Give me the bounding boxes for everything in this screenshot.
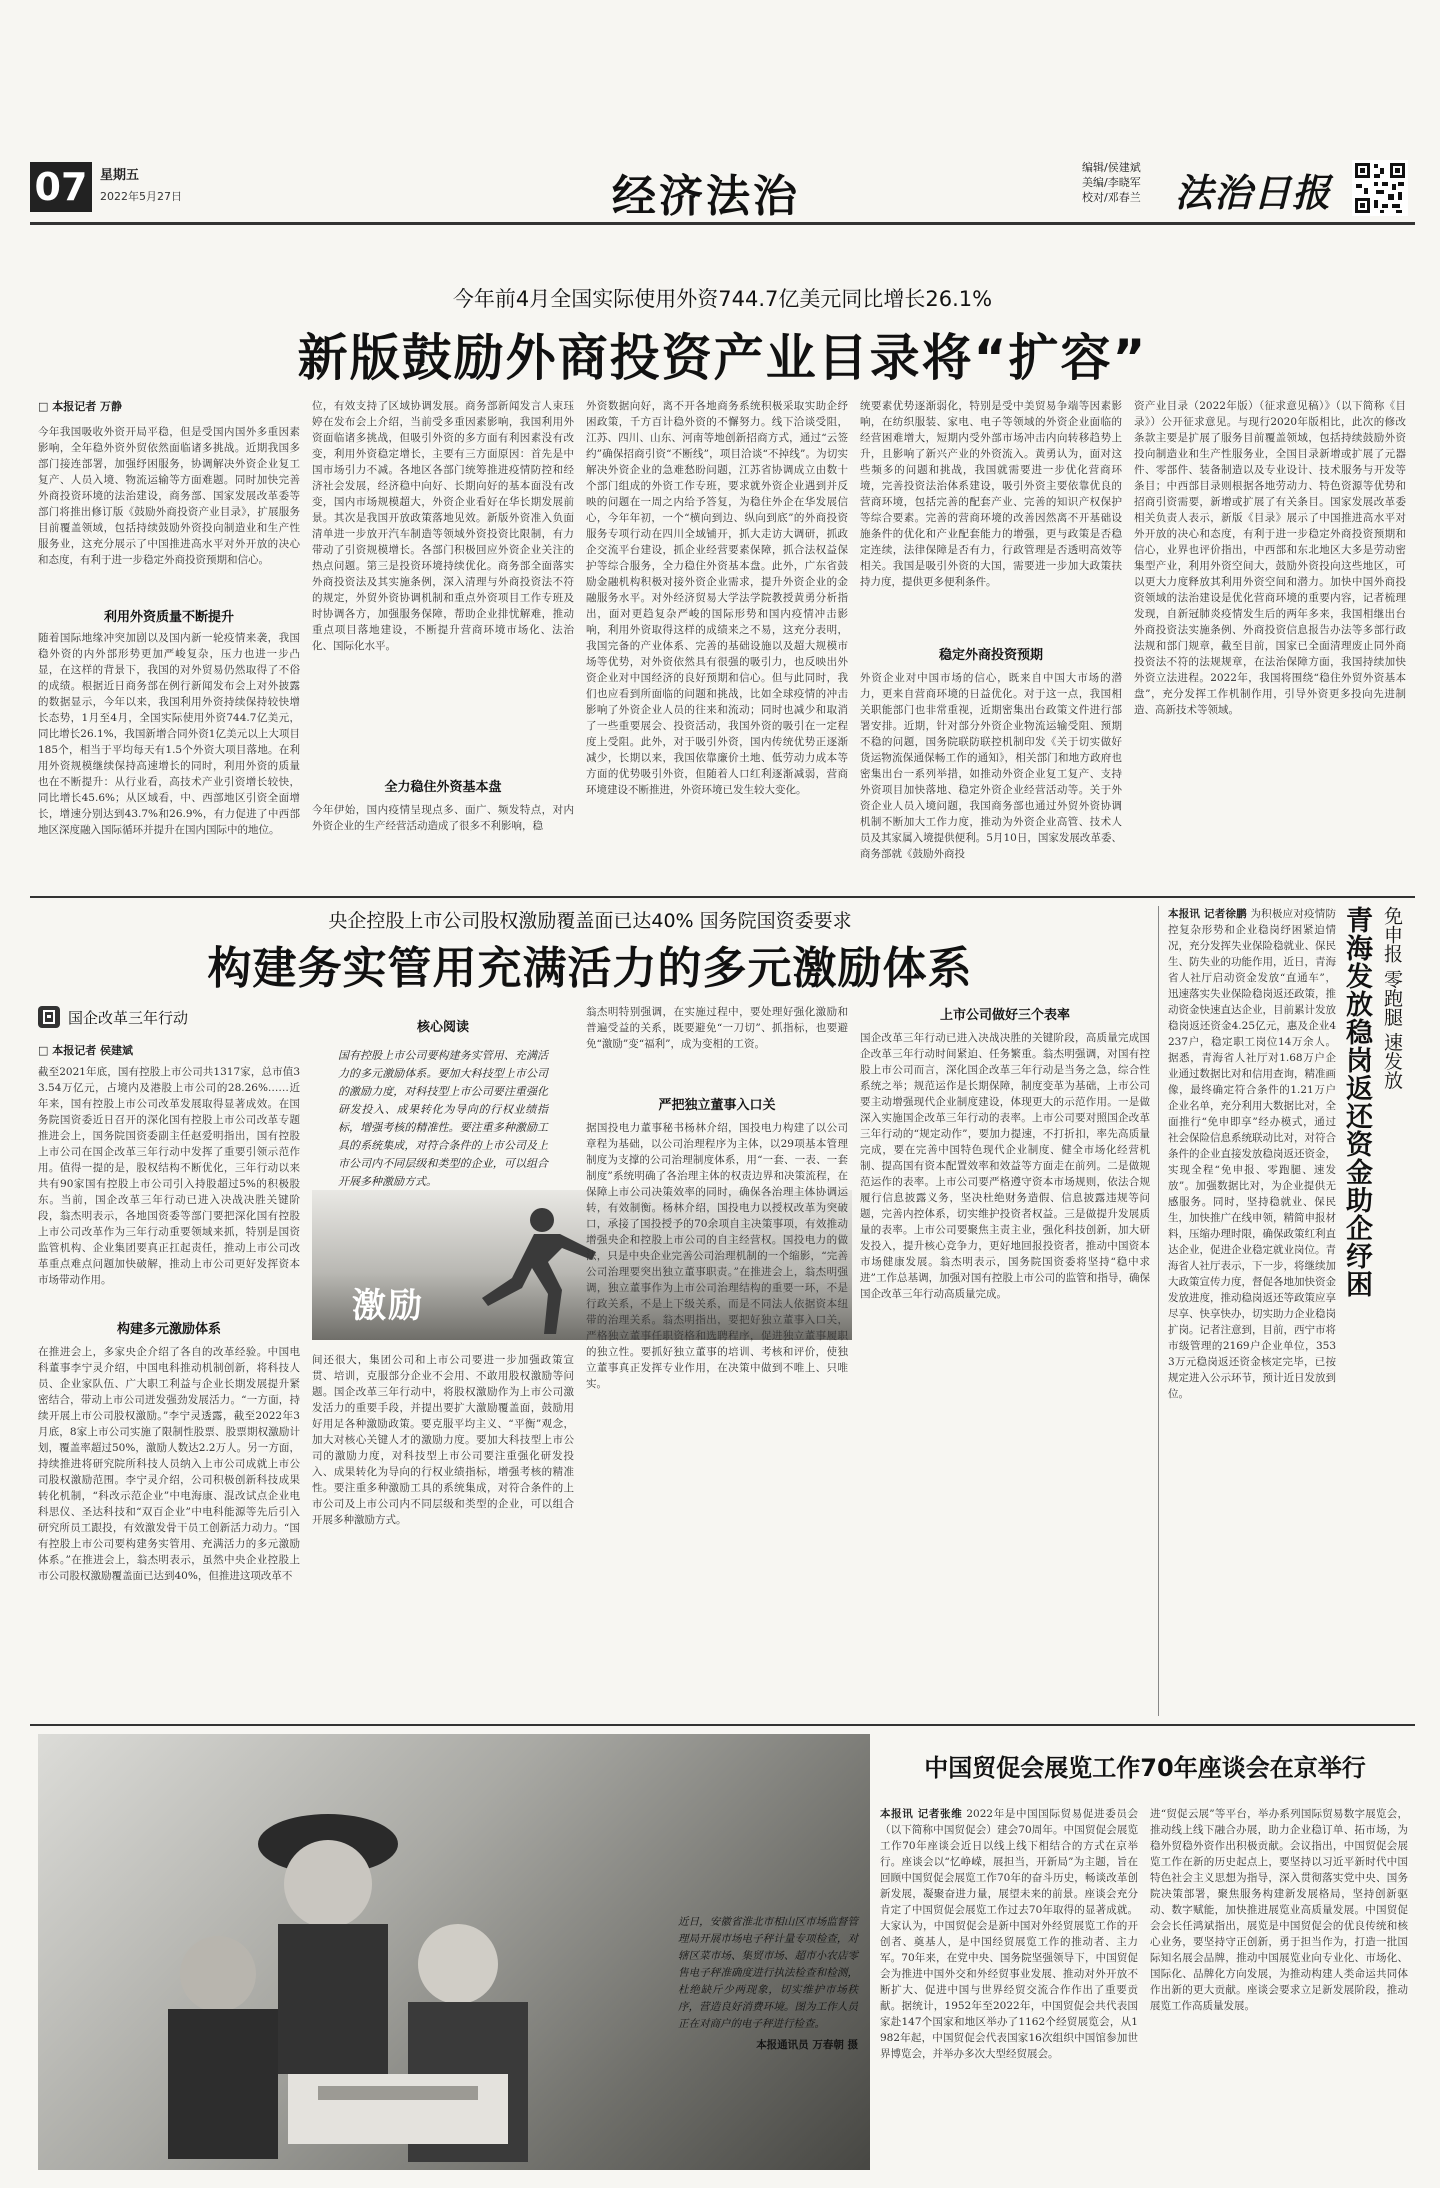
editor-line: 美编/李晓军 — [1082, 176, 1141, 189]
article-2-subhead-1: 构建多元激励体系 — [116, 1322, 221, 1337]
article-1-col-1b: 随着国际地缘冲突加剧以及国内新一轮疫情来袭，我国稳外资的内外部形势更加严峻复杂，压力也进一步凸显，在这样的背景下，我国的对外贸易仍然取得了不俗的成绩。根据近日商务部在例行新闻发布会上对外披露的数据显示，今年以来，我国利用外资持续保持较快增长态势，1月至4月，全国实际使用外资744.7亿美元，同比增长26.1%，我国新增合同外资1亿美元以上大项目185个，相当于平均每天有1.5个外资大项目落地。在利用外资规模继续保持高速增长的同时，利用外资的质量也在不断提升：从行业看，高技术产业引资增长较快，同比增长45.6%；从区域看，中、西部地区引资全面增长，增速分别达到43.7%和26.9%，有力促进了中西部地区深度融入国际循环并提升在国内国际中的地位。 — [38, 632, 300, 836]
article-1-subhead-2: 全力稳住外资基本盘 — [384, 780, 502, 795]
article-2-col-2b: 间还很大，集团公司和上市公司要进一步加强政策宣贯、培训，克服部分企业不会用、不敢用股权激励等问题。国企改革三年行动中，将股权激励作为上市公司激发活力的重要手段，并提出要扩大激励覆盖面，鼓励用好用足各种激励政策。要克服平均主义、“平衡”观念，加大对核心关键人才的激励力度。要加大科技型上市公司的激励力度，对科技型上市公司要注重强化研发投入、成果转化为导向的行权业绩指标，增强考核的精准性。要注重多种激励工具的系统集成，对符合条件的上市公司及上市公司内不同层级和类型的企业，可以组合开展多种激励方式。 — [312, 1354, 574, 1526]
article-1-kicker: 今年前4月全国实际使用外资744.7亿美元同比增长26.1% — [452, 287, 993, 311]
illustration-word: 激励 — [352, 1286, 424, 1326]
article-2-byline: □ 本报记者 侯建斌 — [38, 1044, 134, 1057]
article-1-col-1: 今年我国吸收外资开局平稳，但是受国内国外多重因素影响，全年稳外资外贸依然面临诸多挑战。近期我国多部门接连部署，加强纾困服务，协调解决外资企业复工复产、人员入境、物流运输等方面难题。同时加快完善外商投资环境的法治建设，商务部、国家发展改革委等部门将推出修订版《鼓励外商投资产业目录》，扩展服务目前覆盖领域，包括持续鼓励外资投向制造业和生产性服务业，这充分展示了中国推进高水平对外开放的决心和态度，有利于进一步稳定外商投资预期和信心。 — [38, 426, 300, 566]
photo-caption — [678, 1914, 858, 2054]
article-2-subhead-2: 严把独立董事入口关 — [658, 1098, 776, 1113]
column-tag-label: 国企改革三年行动 — [68, 1009, 189, 1027]
article-3-text: 为积极应对疫情防控复杂形势和企业稳岗纾困紧迫情况，充分发挥失业保险稳就业、保民生、防失业的功能作用，近日，青海省人社厅启动资金发放“直通车”，迅速落实失业保险稳岗返还政策，推动资金快速直达企业，目前累计发放稳岗返还资金4.25亿元，惠及企业4237户，稳定职工岗位14万余人。据悉，青海省人社厅对1.68万户企业通过数据比对和信用查询，精准画像，最终确定符合条件的1.21万户企业名单，充分利用大数据比对，全面推行“免申即享”经办模式，通过社会保险信息系统联动比对，对符合条件的企业直接发放稳岗返还资金，实现全程“免申报、零跑腿、速发放”。加强数据比对，为企业提供无感服务。同时，坚持稳就业、保民生，加快推广在线申领，精简申报材料，压缩办理时限，确保政策红利直达企业，促进企业稳定就业岗位。青海省人社厅表示，下一步，将继续加大政策宣传力度，督促各地加快资金发放进度，推动稳岗返还等政策应享尽享、快享快办，切实助力企业稳岗扩岗。记者注意到，目前，西宁市将市级管理的2169户企业单位，3533万元稳岗返还资金核定完毕，已按规定进入公示环节，预计近日发放到位。 — [1168, 908, 1336, 1400]
article-1-headline: 新版鼓励外商投资产业目录将“扩容” — [297, 329, 1148, 387]
bottom-divider — [30, 1724, 1415, 1726]
paper-logo: 法治日报 — [1175, 170, 1332, 215]
article-3-kicker: 免申报 零跑腿 速发放 — [1381, 906, 1403, 1090]
qr-code-icon — [1352, 160, 1408, 216]
article-1-col-4: 统要素优势逐渐弱化，特别是受中美贸易争端等因素影响，在纺织服装、家电、电子等领域的外资企业面临的经营困难增大，短期内受外部市场冲击内向转移趋势上升，且影响了新兴产业的外资流入。黄勇认为，面对这些频多的问题和挑战，我国就需要进一步优化营商环境，完善投资法治体系建设，吸引外资主要依靠优良的营商环境，包括完善的配套产业、完善的知识产权保护等综合要素。完善的营商环境的改善因然离不开基础设施条件的优化和产业配套能力的增强，更与政策是否稳定连续，法律保障是否有力，行政管理是否透明高效等相关。我国是吸引外资的大国，需要进一步加大政策扶持力度，提供更多便利条件。 — [860, 400, 1122, 588]
column-tag-icon — [38, 1006, 60, 1028]
article-1-byline: □ 本报记者 万静 — [38, 400, 123, 413]
article-3-byline: 本报讯 记者徐鹏 — [1168, 908, 1247, 920]
inspectors-photo — [38, 1734, 638, 2170]
article-4-col-1 — [880, 1806, 1138, 2180]
article-1-col-2b: 今年伊始，国内疫情呈现点多、面广、频发特点，对内外资企业的生产经营活动造成了很多不利影响，稳 — [312, 804, 574, 832]
column-tag — [38, 1004, 258, 1030]
core-reading-text: 国有控股上市公司要构建务实管用、充满活力的多元激励体系。要加大科技型上市公司的激励力度，对科技型上市公司要注重强化研发投入、成果转化为导向的行权业绩指标，增强考核的精准性。要注重多种激励工具的系统集成，对符合条件的上市公司及上市公司内不同层级和类型的企业，可以组合开展多种激励方式。 — [338, 1049, 548, 1188]
article-1-subhead-3: 稳定外商投资预期 — [938, 648, 1043, 663]
section-divider — [30, 896, 1415, 898]
article-1-col-5: 资产业目录（2022年版）（征求意见稿）》（以下简称《目录》）公开征求意见。与现行2020年版相比，此次的修改条款主要是扩展了服务目前覆盖领域，包括持续鼓励外资投向制造业和生产性服务业，全国目录新增或扩展了元器件、零部件、装备制造以及专业设计、技术服务与开发等条目；中西部目录则根据各地劳动力、特色资源等优势和招商引资需要，新增或扩展了有关条目。国家发展改革委相关负责人表示，新版《目录》展示了中国推进高水平对外开放的决心和态度，有利于进一步稳定外商投资预期和信心，业界也评价指出，中西部和东北地区大多是劳动密集型产业，利用外资空间大，鼓励外资投向这些地区，可以更大力度释放其利用外资空间和潜力。加快中国外商投资领域的法治建设是优化营商环境的重要内容，记者梳理发现，自新冠肺炎疫情发生后的两年多来，我国相继出台外商投资法实施条例、外商投资信息报告办法等多部行政法规和部门规章，截至目前，国家已全面清理废止同外商投资法不符的法规规章，在法治保障方面，我国持续加快外资立法进程。2022年，我国将围绕“稳住外贸外资基本盘”，充分发挥工作机制作用，引导外资更多投向先进制造、高新技术等领域。 — [1134, 400, 1406, 716]
weekday: 星期五 — [100, 168, 140, 183]
article-2-col-3: 翁杰明特别强调，在实施过程中，要处理好强化激励和普遍受益的关系，既要避免“一刀切”、抓指标，也要避免“激励”变“福利”，成为变相的工资。 — [586, 1006, 848, 1050]
article-2-subhead-3: 上市公司做好三个表率 — [939, 1008, 1070, 1023]
article-1-subhead-1: 利用外资质量不断提升 — [103, 610, 234, 625]
article-3-body — [1168, 906, 1336, 1706]
article-4-headline: 中国贸促会展览工作70年座谈会在京举行 — [924, 1754, 1366, 1782]
article-4-col-2: 进“贸促云展”等平台，举办系列国际贸易数字展览会，推动线上线下融合办展，助力企业稳订单、拓市场，为稳外贸稳外资作出积极贡献。会议指出，中国贸促会展览工作在新的历史起点上，要坚持以习近平新时代中国特色社会主义思想为指导，深入贯彻落实党中央、国务院决策部署，聚焦服务构建新发展格局，坚持创新驱动、数字赋能，加快推进展览业高质量发展。中国贸促会会长任鸿斌指出，展览是中国贸促会的优良传统和核心业务，要坚持守正创新，勇于担当作为，打造一批国际知名展会品牌，推动中国展览业向专业化、市场化、国际化、品牌化方向发展，为推动构建人类命运共同体作出新的更大贡献。座谈会要求立足新发展阶段，推动展览工作高质量发展。 — [1150, 1808, 1408, 2012]
article-2-kicker: 央企控股上市公司股权激励覆盖面已达40% 国务院国资委要求 — [328, 910, 852, 932]
article-1-col-3: 外资数据向好，离不开各地商务系统积极采取实助企纾困政策，千方百计稳外资的不懈努力。线下洽谈受阻，江苏、四川、山东、河南等地创新招商方式，通过“云签约”确保招商引资“不断线”，项目洽谈“不掉线”。为切实解决外资企业的急难愁盼问题，江苏省协调成立由数十个部门组成的外资工作专班，要求就外资企业遇到并反映的问题在一周之内给予答复，为稳住外企在华发展信心，今年年初，一个“横向到边、纵向到底”的外商投资服务专项行动在四川全域铺开，抓大走访大调研，抓政企交流平台建设，抓企业经营要素保障，抓合法权益保护等综合服务，全力稳住外资基本盘。此外，广东省鼓励金融机构积极对接外资企业需求，提升外资企业的金融服务水平。对外经济贸易大学法学院教授黄勇分析指出，面对更趋复杂严峻的国际形势和国内疫情冲击影响，利用外资取得这样的成绩来之不易，这充分表明，我国完备的产业体系、完善的基础设施以及超大规模市场等优势，对外资依然具有很强的吸引力，也反映出外资企业对中国经济的良好预期和信心。但与此同时，我们也应看到所面临的问题和挑战，比如全球疫情的冲击影响了外资企业人员的往来和流动；同时也减少和取消了一些重要展会、投资活动，我国外资的吸引在一定程度上受阻。此外，对于吸引外资，国内传统优势正逐渐减少，长期以来，我国依靠廉价土地、低劳动力成本等方面的优势吸引外资，但随着人口红利逐渐减弱，营商环境建设不断推进，外资环境已发生较大变化。 — [586, 400, 848, 796]
article-2-right-rule — [1158, 906, 1159, 1716]
article-1-col-4b: 外资企业对中国市场的信心，既来自中国大市场的潜力，更来自营商环境的日益优化。对于这一点，我国相关职能部门也非常重视，近期密集出台政策文件进行部署安排。近期，针对部分外资企业物流运输受阻、预期不稳的问题，国务院联防联控机制印发《关于切实做好货运物流保通保畅工作的通知》，相关部门和地方政府也密集出台一系列举措，如推动外资企业复工复产、支持外资项目加快落地、稳定外资企业经营活动等。关于外资企业人员入境问题，我国商务部也通过外贸外资协调机制不断加大工作力度，推动为外资企业高管、技术人员及其家属入境提供便利。5月10日，国家发展改革委、商务部就《鼓励外商投 — [860, 672, 1122, 860]
core-reading-title: 核心阅读 — [416, 1020, 469, 1035]
article-3-headline: 青海发放稳岗返还资金助企纾困 — [1341, 906, 1372, 1298]
article-2-col-4: 国企改革三年行动已进入决战决胜的关键阶段，高质量完成国企改革三年行动时间紧迫、任务繁重。翁杰明强调，对国有控股上市公司而言，深化国企改革三年行动是当务之急，综合性系统之举；规范运作是长期保障，制度变革为基础，上市公司要主动增强现代企业制度建设，体现更大的示范作用。一是做深入实施国企改革三年行动的表率。上市公司要对照国企改革三年行动的“规定动作”，要加力提速，不打折扣，率先高质量完成，要在完善中国特色现代企业制度、健全市场化经营机制、提高国有资本配置效率和效益等方面走在前列。二是做规范运作的表率。上市公司要严格遵守资本市场规则，依法合规履行信息披露义务，坚决杜绝财务造假、信息披露违规等问题，完善内控体系，切实维护投资者权益。三是做提升发展质量的表率。上市公司要聚焦主责主业，强化科技创新，加大研发投入，提升核心竞争力，更好地回报投资者，推动中国资本市场健康发展。翁杰明表示，国务院国资委将坚持“稳中求进”工作总基调，加强对国有控股上市公司的监管和指导，确保国企改革三年行动高质量完成。 — [860, 1032, 1150, 1300]
article-2-col-1: 截至2021年底，国有控股上市公司共1317家，总市值33.54万亿元，占境内及港股上市公司的28.26%……近年来，国有控股上市公司改革发展取得显著成效。在国务院国资委近日召开的深化国有控股上市公司改革专题推进会上，国务院国资委副主任赵爱明指出，国有控股上市公司在国企改革三年行动中发挥了重要引领示范作用。值得一提的是，股权结构不断优化，三年行动以来共有90家国有控股上市公司引入持股超过5%的积极股东。当前，国企改革三年行动已进入决战决胜关键阶段，翁杰明表示，各地国资委等部门要把深化国有控股上市公司改革作为三年行动重要领域来抓，特别是国资监管机构、企业集团要真正扛起责任，推动上市公司改革重点难点问题加快破解，推动上市公司更好发挥资本市场带动作用。 — [38, 1066, 300, 1286]
article-2-headline: 构建务实管用充满活力的多元激励体系 — [207, 943, 973, 994]
article-4-col-1-text: 2022年是中国国际贸易促进委员会（以下简称中国贸促会）建会70周年。中国贸促会展览工作70年座谈会近日以线上线下相结合的方式在京举行。座谈会以“忆峥嵘，展担当，开新局”为主题，旨在回顾中国贸促会展览工作70年的奋斗历史，畅谈改革创新发展，凝聚奋进力量，展望未来的前景。座谈会充分肯定了中国贸促会展览工作过去70年取得的显著成就。大家认为，中国贸促会是新中国对外经贸展览工作的开创者、奠基人，是中国经贸展览工作的推动者、主力军。70年来，在党中央、国务院坚强领导下，中国贸促会为推进中国外交和外经贸事业发展、推动对外开放不断扩大、促进中国与世界经贸交流合作作出了重要贡献。据统计，1952年至2022年，中国贸促会共代表国家赴147个国家和地区举办了1162个经贸展览会，从1982年起，中国贸促会代表国家16次组织中国馆参加世界博览会，并举办多次大型经贸展会。 — [880, 1808, 1138, 2060]
article-2-col-3b: 据国投电力董事秘书杨林介绍，国投电力构建了以公司章程为基础，以公司治理程序为主体，以29项基本管理制度为支撑的公司治理制度体系，用“一套、一表、一套制度”系统明确了各治理主体的权责边界和决策流程，在保障上市公司决策效率的同时，确保各治理主体协调运转，有效制衡。杨林介绍，国投电力以授权改革为突破口，承接了国投授予的70余项自主决策事项，有效推动增强央企和控股上市公司的自主经营权。国投电力的做法，只是中央企业完善公司治理机制的一个缩影，“完善公司治理要突出独立董事职责。”在推进会上，翁杰明强调，独立董事作为上市公司治理结构的重要一环，不是行政关系，不是上下级关系，而是不同法人依据资本纽带的治理关系。翁杰明指出，要把好独立董事入口关，严格独立董事任职资格和选聘程序，促进独立董事履职的独立性。要抓好独立董事的培训、考核和评价，使独立董事真正发挥专业作用，在决策中做到不唯上、只唯实。 — [586, 1122, 848, 1390]
article-1-col-2: 位，有效支持了区域协调发展。商务部新闻发言人束珏婷在发布会上介绍，当前受多重因素影响，我国利用外资面临诸多挑战，但吸引外资的多方面有利因素没有改变，利用外资稳定增长，主要有三方面原因：首先是中国市场引力不减。各地区各部门统筹推进疫情防控和经济社会发展，经济稳中向好、长期向好的基本面没有改变，国内市场规模超大，外资企业看好在华长期发展前景。其次是我国开放政策落地见效。新版外资准入负面清单进一步放开汽车制造等领域外资投资比限制，有力带动了引资规模增长。各部门积极回应外资企业关注的热点问题。第三是投资环境持续优化。商务部全面落实外商投资法及其实施条例，深入清理与外商投资法不符的规定，外贸外资协调机制和重点外资项目工作专班及时协调各方，加强服务保障，帮助企业排忧解难，推动重点项目落地建设，不断提升营商环境市场化、法治化、国际化水平。 — [312, 400, 574, 652]
editor-line: 编辑/侯建斌 — [1082, 161, 1141, 174]
article-2-col-1b: 在推进会上，多家央企介绍了各自的改革经验。中国电科董事李宁灵介绍，中国电科推动机制创新，将科技人员、企业家队伍、广大职工利益与企业长期发展提升紧密结合，带动上市公司迸发强劲发展活力。“一方面，持续开展上市公司股权激励。”李宁灵透露，截至2022年3月底，8家上市公司实施了限制性股票、股票期权激励计划，覆盖率超过50%，激励人数达2.2万人。另一方面，持续推进将研究院所科技人员纳入上市公司成就上市公司股权激励范围。李宁灵介绍，公司积极创新科技成果转化机制，“科改示范企业”中电海康、混改试点企业电科思仪、圣达科技和“双百企业”中电科能源等先后引入研究所员工跟投，有效激发骨干员工创新活力动力。“国有控股上市公司要构建务实管用、充满活力的多元激励体系。”在推进会上，翁杰明表示，虽然中央企业控股上市公司股权激励覆盖面已达到40%，但推进这项改革不 — [38, 1346, 300, 1582]
page-number: 07 — [30, 162, 92, 212]
photo-caption-text: 近日，安徽省淮北市相山区市场监督管理局开展市场电子秤计量专项检查，对辖区菜市场、集贸市场、超市小农店零售电子秤准确度进行执法检查和检测，杜绝缺斤少两现象，切实维护市场秩序，营造良好消费环境。图为工作人员正在对商户的电子秤进行检查。 — [678, 1916, 858, 2030]
news-photo — [38, 1734, 870, 2170]
editors — [1082, 160, 1141, 205]
masthead — [30, 160, 1415, 222]
photo-credit: 本报通讯员 万春朝 摄 — [756, 2039, 858, 2051]
article-4-byline: 本报讯 记者张维 — [880, 1808, 963, 1820]
editor-line: 校对/邓春兰 — [1082, 191, 1141, 204]
issue-date: 2022年5月27日 — [100, 190, 182, 203]
section-title: 经济法治 — [612, 171, 800, 222]
masthead-rule — [30, 222, 1415, 225]
